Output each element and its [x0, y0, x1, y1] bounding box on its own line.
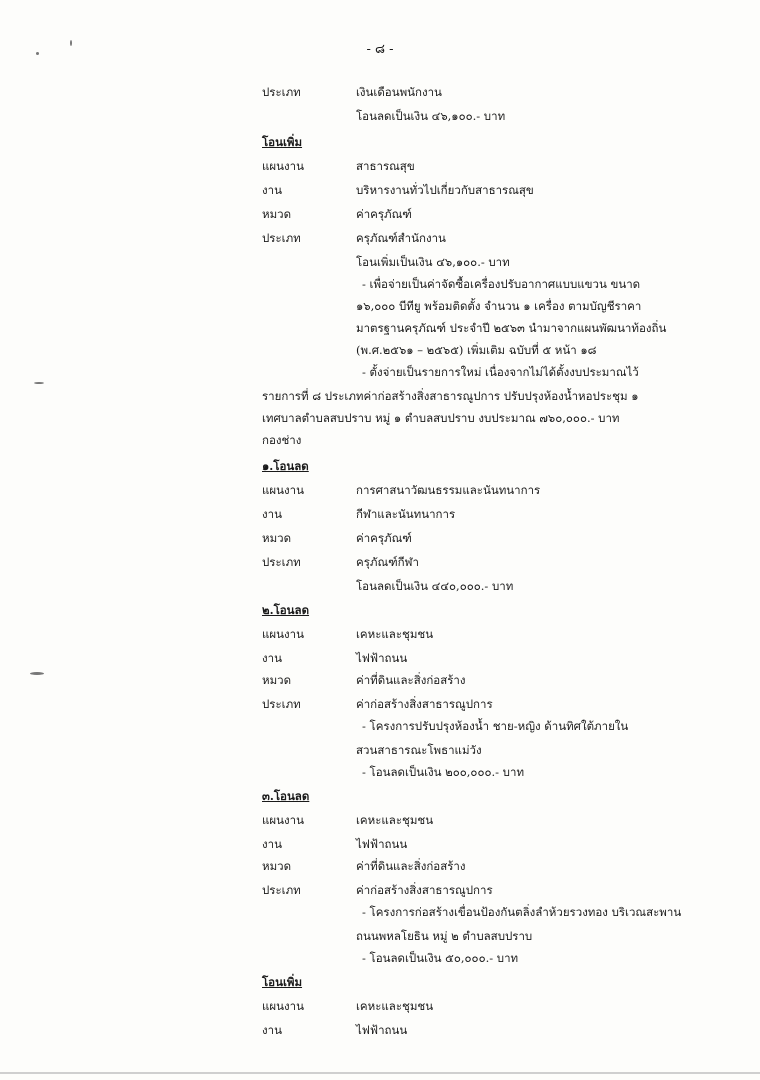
page-bottom-edge: [0, 1072, 760, 1074]
section-heading: ๑.โอนลด: [262, 459, 309, 473]
document-line: ประเภท: [262, 231, 301, 245]
document-line: ประเภท: [262, 697, 301, 711]
document-line: เทศบาลตำบลสบปราบ หมู่ ๑ ตำบลสบปราบ งบประมาณ ๗๖๐,๐๐๐.- บาท: [262, 411, 620, 425]
document-line: ค่าที่ดินและสิ่งก่อสร้าง: [356, 859, 466, 873]
section-heading: ๒.โอนลด: [262, 603, 310, 617]
document-line: - โครงการปรับปรุงห้องน้ำ ชาย-หญิง ด้านทิศใต้ภายใน: [362, 719, 629, 733]
document-line: หมวด: [262, 531, 292, 545]
section-heading: ๓.โอนลด: [262, 789, 310, 803]
scan-speck: [34, 382, 44, 384]
document-line: หมวด: [262, 859, 292, 873]
document-line: กองช่าง: [262, 433, 302, 447]
document-line: ไฟฟ้าถนน: [356, 651, 408, 665]
document-line: งาน: [262, 1023, 282, 1037]
document-line: บริหารงานทั่วไปเกี่ยวกับสาธารณสุข: [356, 183, 534, 197]
document-line: (พ.ศ.๒๕๖๑ – ๒๕๖๕) เพิ่มเติม ฉบับที่ ๕ หน้า ๑๘: [356, 343, 597, 357]
document-line: ค่าก่อสร้างสิ่งสาธารณูปการ: [356, 883, 493, 897]
section-heading: โอนเพิ่ม: [262, 135, 303, 149]
scan-speck: [36, 52, 39, 55]
document-line: แผนงาน: [262, 483, 304, 497]
document-line: ไฟฟ้าถนน: [356, 837, 408, 851]
document-line: ค่าครุภัณฑ์: [356, 531, 412, 545]
document-line: ครุภัณฑ์สำนักงาน: [356, 231, 446, 245]
document-line: ค่าที่ดินและสิ่งก่อสร้าง: [356, 673, 466, 687]
document-line: สวนสาธารณะโพธาแม่วัง: [356, 743, 482, 757]
document-line: - โครงการก่อสร้างเขื่อนป้องกันตลิ่งลำห้วยรวงทอง บริเวณสะพาน: [362, 905, 682, 919]
document-line: แผนงาน: [262, 813, 304, 827]
document-line: ประเภท: [262, 85, 301, 99]
document-line: ค่าครุภัณฑ์: [356, 207, 412, 221]
document-line: งาน: [262, 651, 282, 665]
document-line: หมวด: [262, 673, 292, 687]
document-line: ไฟฟ้าถนน: [356, 1023, 408, 1037]
document-line: - โอนลดเป็นเงิน ๒๐๐,๐๐๐.- บาท: [362, 765, 525, 779]
document-line: โอนเพิ่มเป็นเงิน ๔๖,๑๐๐.- บาท: [356, 255, 510, 269]
document-line: ค่าก่อสร้างสิ่งสาธารณูปการ: [356, 697, 493, 711]
document-line: แผนงาน: [262, 159, 304, 173]
document-line: แผนงาน: [262, 627, 304, 641]
document-line: มาตรฐานครุภัณฑ์ ประจำปี ๒๕๖๓ นำมาจากแผนพัฒนาท้องถิ่น: [356, 321, 667, 335]
document-line: โอนลดเป็นเงิน ๔๖,๑๐๐.- บาท: [356, 109, 506, 123]
document-line: การศาสนาวัฒนธรรมและนันทนาการ: [356, 483, 541, 497]
document-line: เคหะและชุมชน: [356, 813, 434, 827]
document-line: เคหะและชุมชน: [356, 627, 434, 641]
scan-speck: [70, 40, 72, 46]
document-line: โอนลดเป็นเงิน ๔๔๐,๐๐๐.- บาท: [356, 579, 514, 593]
document-line: เคหะและชุมชน: [356, 999, 434, 1013]
document-line: - ตั้งจ่ายเป็นรายการใหม่ เนื่องจากไม่ได้ตั้งงบประมาณไว้: [362, 365, 639, 379]
document-line: หมวด: [262, 207, 292, 221]
document-line: งาน: [262, 183, 282, 197]
document-line: แผนงาน: [262, 999, 304, 1013]
document-line: รายการที่ ๘ ประเภทค่าก่อสร้างสิ่งสาธารณูปการ ปรับปรุงห้องน้ำหอประชุม ๑: [262, 389, 639, 403]
document-line: กีฬาและนันทนาการ: [356, 507, 456, 521]
section-heading: โอนเพิ่ม: [262, 975, 303, 989]
document-line: งาน: [262, 837, 282, 851]
document-line: งาน: [262, 507, 282, 521]
document-line: - โอนลดเป็นเงิน ๕๐,๐๐๐.- บาท: [362, 951, 519, 965]
document-line: ถนนพหลโยธิน หมู่ ๒ ตำบลสบปราบ: [356, 929, 533, 943]
document-line: ๑๖,๐๐๐ บีทียู พร้อมติดตั้ง จำนวน ๑ เครื่อง ตามบัญชีราคา: [356, 299, 642, 313]
document-line: ครุภัณฑ์กีฬา: [356, 555, 419, 569]
page-number: - ๘ -: [366, 42, 394, 57]
scan-speck: [30, 672, 44, 675]
document-line: สาธารณสุข: [356, 159, 415, 173]
document-line: - เพื่อจ่ายเป็นค่าจัดซื้อเครื่องปรับอากาศแบบแขวน ขนาด: [362, 277, 641, 291]
document-line: เงินเดือนพนักงาน: [356, 85, 442, 99]
document-line: ประเภท: [262, 555, 301, 569]
document-line: ประเภท: [262, 883, 301, 897]
